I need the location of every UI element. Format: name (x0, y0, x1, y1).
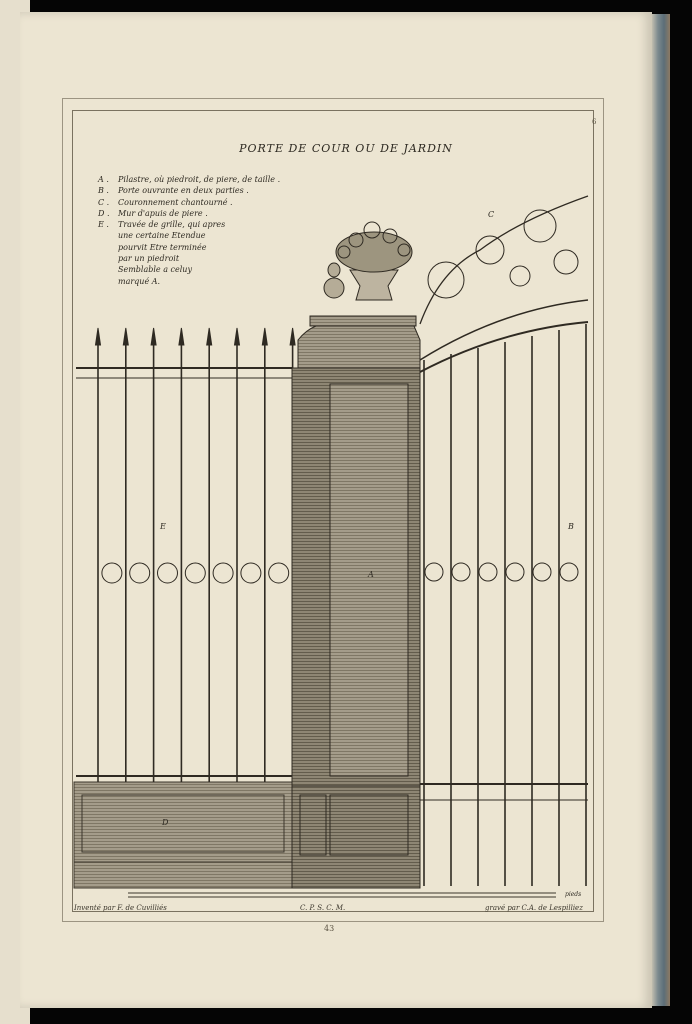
legend-key: C . (98, 197, 110, 207)
ring-ornament (213, 563, 233, 583)
gate-right (420, 196, 588, 886)
wall-base (74, 782, 292, 888)
left-railing (76, 328, 295, 782)
gate-medallion (560, 563, 578, 581)
legend-text: Couronnement chantourné . (118, 197, 233, 207)
ring-ornament (130, 563, 150, 583)
gate-medallion (425, 563, 443, 581)
spear-tip (96, 328, 101, 345)
legend-key: D . (98, 208, 110, 218)
ring-ornament (158, 563, 178, 583)
gate-medallion (533, 563, 551, 581)
legend-key: B . (98, 186, 109, 196)
legend-text: Travée de grille, qui apres une certaine Etendue pourvit Etre terminée par un piedroit Semblable a celuy marqué A. (118, 220, 226, 286)
legend-text: Pilastre, où piedroit, de piere, de taille . (118, 175, 281, 184)
spear-tip (262, 328, 267, 345)
spear-tip (179, 328, 184, 345)
spear-tip (123, 328, 128, 345)
ring-ornament (185, 563, 205, 583)
ring-ornament (102, 563, 122, 583)
legend-item (98, 185, 318, 196)
legend-key: E . (98, 220, 109, 230)
gate-medallion (479, 563, 497, 581)
label-b: B (568, 522, 574, 531)
legend-item (98, 208, 318, 219)
page-number: 43 (324, 924, 335, 933)
legend-item (98, 219, 318, 287)
label-c: C (488, 210, 495, 219)
credit-engraver: gravé par C.A. de Lespilliez (485, 904, 583, 912)
plate-number: 6 (592, 118, 597, 126)
scale-bar (128, 893, 556, 897)
scale-unit: pieds (565, 891, 582, 898)
legend-text: Porte ouvrante en deux parties . (118, 186, 249, 196)
credit-privilege: C. P. S. C. M. (300, 904, 346, 912)
spear-tip (290, 328, 295, 345)
spear-tip (235, 328, 240, 345)
label-e: E (160, 522, 166, 531)
stone-pillar (292, 316, 420, 888)
label-a: A (368, 570, 374, 579)
legend-key: A . (98, 175, 109, 184)
credit-inventor: Inventé par F. de Cuvilliés (74, 904, 167, 912)
gate-medallion (452, 563, 470, 581)
ring-ornament (241, 563, 261, 583)
legend-item (98, 197, 318, 208)
legend-item (98, 174, 318, 185)
spear-tip (151, 328, 156, 345)
legend-text: Mur d'apuis de piere . (118, 208, 208, 218)
label-d: D (162, 818, 169, 827)
legend (98, 174, 318, 287)
gate-medallion (506, 563, 524, 581)
spear-tip (207, 328, 212, 345)
plate-title: PORTE DE COUR OU DE JARDIN (239, 142, 453, 155)
ring-ornament (269, 563, 289, 583)
flower-vase (324, 222, 412, 300)
